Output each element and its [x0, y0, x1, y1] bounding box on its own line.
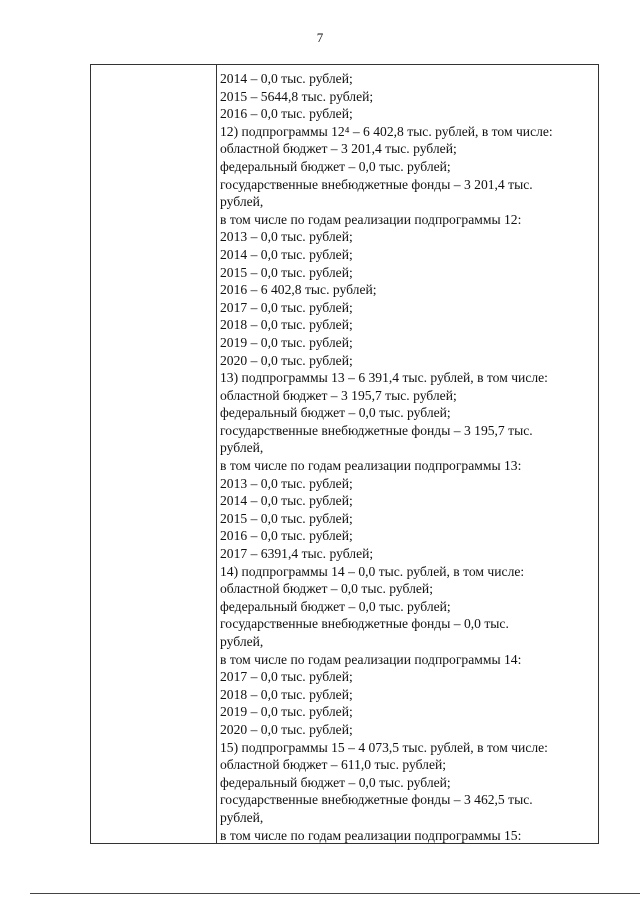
table-line: областной бюджет – 3 201,4 тыс. рублей;	[220, 141, 457, 157]
table-line: 13) подпрограммы 13 – 6 391,4 тыс. рублей, в том числе:	[220, 370, 548, 386]
page-number: 7	[316, 30, 324, 45]
table-line: 2013 – 0,0 тыс. рублей;	[220, 475, 353, 491]
table-line: областной бюджет – 611,0 тыс. рублей;	[220, 757, 447, 773]
table-line: в том числе по годам реализации подпрограммы 13:	[220, 458, 522, 474]
table-line: федеральный бюджет – 0,0 тыс. рублей;	[220, 158, 451, 174]
table-line: государственные внебюджетные фонды – 3 195,7 тыс.	[220, 422, 533, 438]
table-line: федеральный бюджет – 0,0 тыс. рублей;	[220, 405, 451, 421]
table-line: 14) подпрограммы 14 – 0,0 тыс. рублей, в том числе:	[220, 563, 525, 579]
table-line: 2020 – 0,0 тыс. рублей;	[220, 352, 353, 368]
table-line: федеральный бюджет – 0,0 тыс. рублей;	[220, 598, 451, 614]
table-line: областной бюджет – 0,0 тыс. рублей;	[220, 581, 433, 597]
table-line: 2017 – 0,0 тыс. рублей;	[220, 299, 353, 315]
table-line: 2015 – 5644,8 тыс. рублей;	[220, 88, 374, 104]
table-line: 2019 – 0,0 тыс. рублей;	[220, 334, 353, 350]
table-line: рублей,	[220, 634, 264, 649]
table-line: 2015 – 0,0 тыс. рублей;	[220, 264, 353, 280]
table-line: федеральный бюджет – 0,0 тыс. рублей;	[220, 774, 451, 790]
table-line: 2014 – 0,0 тыс. рублей;	[220, 71, 353, 86]
table-line: в том числе по годам реализации подпрограммы 15:	[220, 827, 522, 843]
table-line: государственные внебюджетные фонды – 3 201,4 тыс.	[220, 176, 533, 192]
table-line: рублей,	[220, 440, 264, 456]
table-line: областной бюджет – 3 195,7 тыс. рублей;	[220, 387, 457, 403]
table-line: 15) подпрограммы 15 – 4 073,5 тыс. рублей, в том числе:	[220, 739, 548, 755]
table-left-column	[91, 65, 217, 843]
document-table	[90, 64, 599, 844]
table-line: 2018 – 0,0 тыс. рублей;	[220, 686, 353, 702]
table-line: 2016 – 6 402,8 тыс. рублей;	[220, 282, 377, 298]
table-line: рублей,	[220, 194, 264, 210]
table-line: 2016 – 0,0 тыс. рублей;	[220, 106, 353, 122]
table-line: рублей,	[220, 809, 264, 825]
table-line: государственные внебюджетные фонды – 0,0 тыс.	[220, 616, 509, 632]
table-line: в том числе по годам реализации подпрограммы 14:	[220, 651, 522, 667]
table-line: 2017 – 0,0 тыс. рублей;	[220, 669, 353, 685]
table-line: в том числе по годам реализации подпрограммы 12:	[220, 211, 522, 227]
table-line: государственные внебюджетные фонды – 3 462,5 тыс.	[220, 792, 533, 808]
table-line: 2016 – 0,0 тыс. рублей;	[220, 528, 353, 544]
table-line: 2019 – 0,0 тыс. рублей;	[220, 704, 353, 720]
table-line: 2020 – 0,0 тыс. рублей;	[220, 721, 353, 737]
table-line: 2018 – 0,0 тыс. рублей;	[220, 317, 353, 333]
table-line: 2013 – 0,0 тыс. рублей;	[220, 229, 353, 245]
table-line: 2014 – 0,0 тыс. рублей;	[220, 246, 353, 262]
table-line: 2014 – 0,0 тыс. рублей;	[220, 493, 353, 509]
table-line: 12) подпрограммы 12⁴ – 6 402,8 тыс. рублей, в том числе:	[220, 123, 553, 139]
table-line: 2015 – 0,0 тыс. рублей;	[220, 510, 353, 526]
page-bottom-rule	[30, 893, 640, 894]
table-line: 2017 – 6391,4 тыс. рублей;	[220, 546, 374, 562]
table-right-column	[217, 65, 598, 843]
